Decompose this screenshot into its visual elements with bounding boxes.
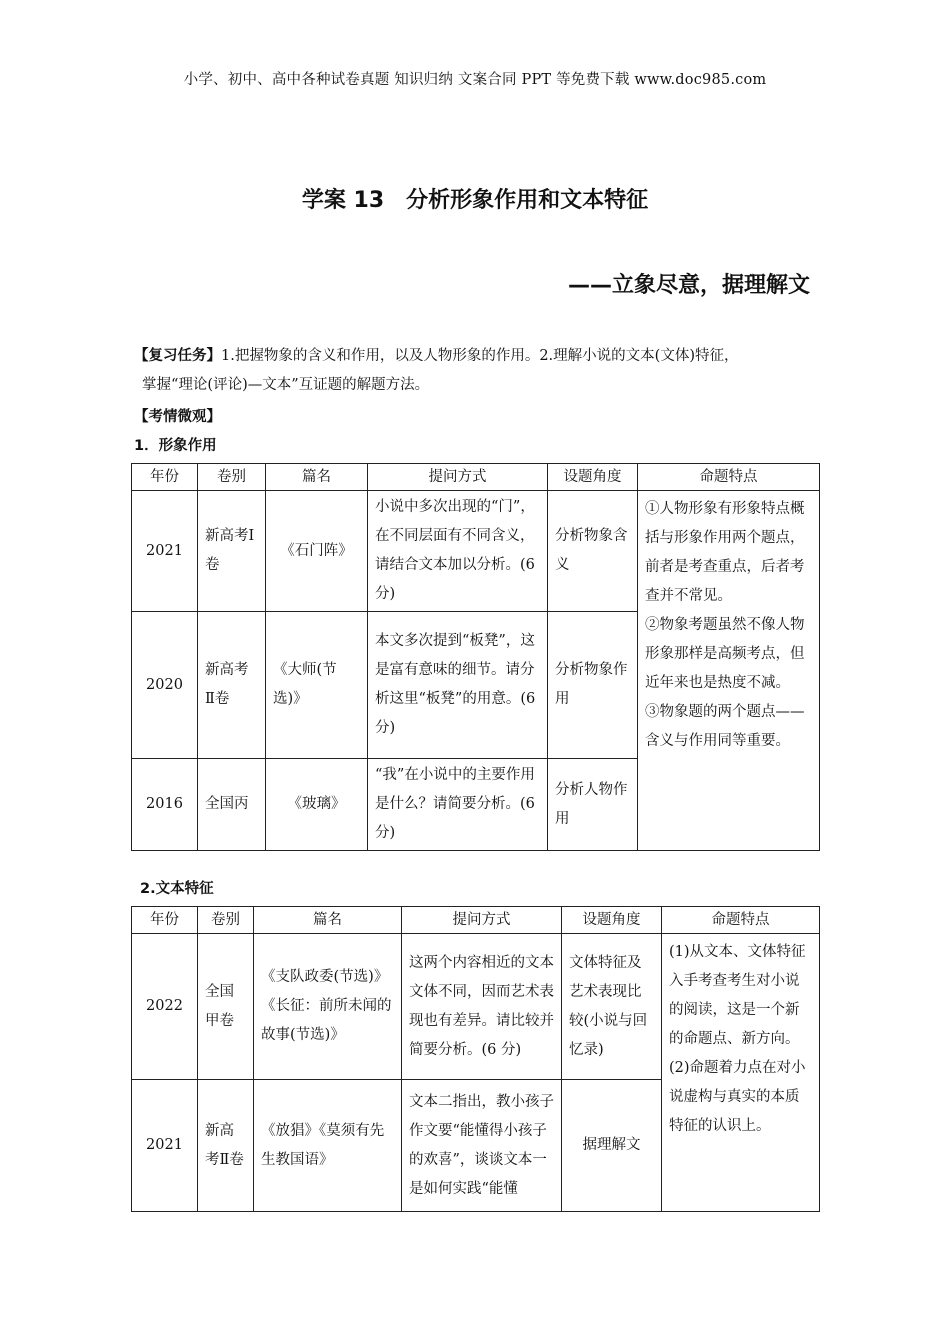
col-header-angle: 设题角度	[562, 907, 662, 934]
page-title: 学案 13 分析形象作用和文本特征	[301, 188, 649, 213]
cell-year: 2021	[132, 1080, 198, 1212]
cell-year: 2016	[132, 759, 198, 851]
cell-work: 《支队政委(节选)》《长征：前所未闻的故事(节选)》	[254, 934, 402, 1080]
col-header-work: 篇名	[266, 464, 368, 491]
review-task-text-1: 1.把握物象的含义和作用，以及人物形象的作用。2.理解小说的文本(文体)特征，	[221, 348, 739, 364]
exam-overview-label: 【考情微观】	[134, 409, 221, 425]
page-header: 小学、初中、高中各种试卷真题 知识归纳 文案合同 PPT 等免费下载 www.doc985.com	[183, 72, 767, 88]
cell-year: 2022	[132, 934, 198, 1080]
col-header-angle: 设题角度	[548, 464, 638, 491]
table-header-row	[132, 464, 820, 491]
cell-angle: 分析物象含义	[548, 491, 638, 612]
table-header-row	[132, 907, 820, 934]
col-header-year: 年份	[132, 907, 198, 934]
col-header-question: 提问方式	[368, 464, 548, 491]
cell-angle: 文体特征及艺术表现比较(小说与回忆录)	[562, 934, 662, 1080]
cell-paper: 新高考Ⅱ卷	[198, 1080, 254, 1212]
image-function-table	[131, 463, 820, 851]
cell-features	[638, 491, 820, 851]
cell-paper: 新高考Ⅱ卷	[198, 612, 266, 759]
table-row	[132, 934, 820, 1080]
review-task-label: 【复习任务】	[134, 348, 221, 364]
cell-year: 2020	[132, 612, 198, 759]
cell-question: 小说中多次出现的“门”，在不同层面有不同含义，请结合文本加以分析。(6 分)	[368, 491, 548, 612]
cell-work: 《玻璃》	[266, 759, 368, 851]
cell-work: 《石门阵》	[266, 491, 368, 612]
section2-label: 2.文本特征	[140, 881, 214, 897]
col-header-work: 篇名	[254, 907, 402, 934]
cell-paper: 新高考Ⅰ卷	[198, 491, 266, 612]
cell-angle: 据理解文	[562, 1080, 662, 1212]
feature-item: (1)从文本、文体特征入手考查考生对小说的阅读，这是一个新的命题点、新方向。	[669, 944, 806, 1047]
cell-features	[662, 934, 820, 1212]
cell-work: 《放猖》《莫须有先生教国语》	[254, 1080, 402, 1212]
feature-item: ②物象考题虽然不像人物形象那样是高频考点，但近年来也是热度不减。	[645, 617, 805, 691]
col-header-year: 年份	[132, 464, 198, 491]
col-header-paper: 卷别	[198, 907, 254, 934]
cell-question: 本文多次提到“板凳”，这是富有意味的细节。请分析这里“板凳”的用意。(6 分)	[368, 612, 548, 759]
col-header-question: 提问方式	[402, 907, 562, 934]
cell-angle: 分析物象作用	[548, 612, 638, 759]
cell-year: 2021	[132, 491, 198, 612]
cell-question: “我”在小说中的主要作用是什么？请简要分析。(6 分)	[368, 759, 548, 851]
page-subtitle: ——立象尽意，据理解文	[567, 273, 810, 298]
col-header-paper: 卷别	[198, 464, 266, 491]
cell-question-text: 文本二指出，教小孩子作文要“能懂得小孩子的欢喜”，谈谈文本一是如何实践“能懂	[409, 1093, 554, 1197]
cell-question: 这两个内容相近的文本文体不同，因而艺术表现也有差异。请比较并简要分析。(6 分)	[402, 934, 562, 1080]
cell-work: 《大师(节选)》	[266, 612, 368, 759]
text-feature-table	[131, 906, 820, 1212]
feature-item: ①人物形象有形象特点概括与形象作用两个题点，前者是考查重点，后者考查并不常见。	[645, 501, 805, 604]
feature-item: ③物象题的两个题点——含义与作用同等重要。	[645, 704, 805, 749]
review-task	[134, 342, 824, 400]
section1-label: 1．形象作用	[134, 438, 217, 454]
col-header-feature: 命题特点	[662, 907, 820, 934]
review-task-text-2: 掌握“理论(评论)—文本”互证题的解题方法。	[142, 377, 430, 393]
col-header-feature: 命题特点	[638, 464, 820, 491]
cell-question	[402, 1080, 562, 1212]
feature-item: (2)命题着力点在对小说虚构与真实的本质特征的认识上。	[669, 1060, 806, 1134]
cell-angle: 分析人物作用	[548, 759, 638, 851]
cell-paper: 全国甲卷	[198, 934, 254, 1080]
table-row	[132, 491, 820, 612]
cell-paper: 全国丙	[198, 759, 266, 851]
